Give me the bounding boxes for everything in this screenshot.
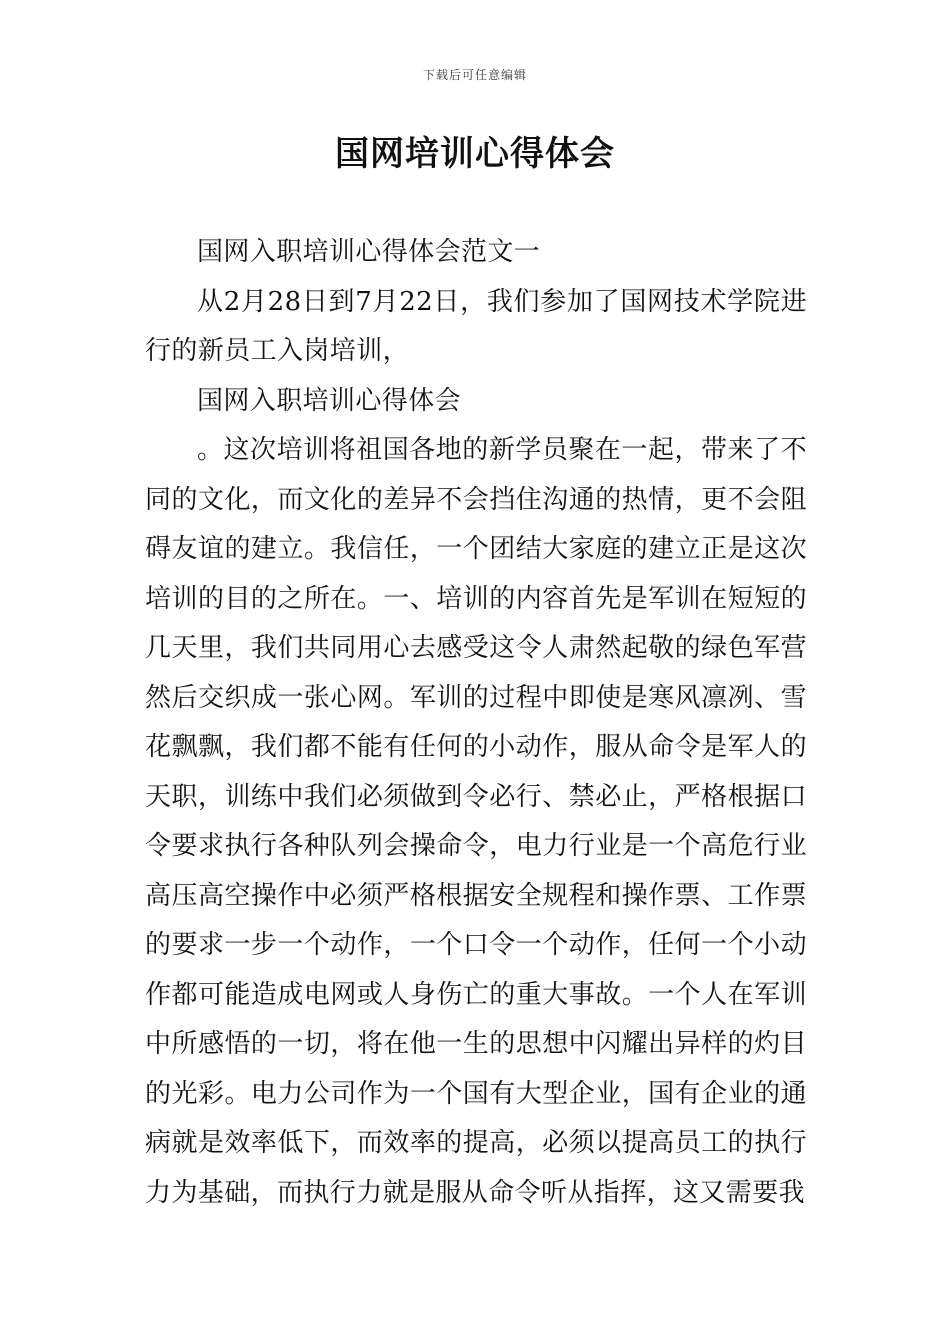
- paragraph-intro: 从2月28日到7月22日，我们参加了国网技术学院进行的新员工入岗培训，: [145, 286, 807, 366]
- header-note: 下载后可任意编辑: [422, 68, 527, 82]
- paragraph-subtitle: 国网入职培训心得体会范文一: [197, 237, 541, 267]
- paragraph-heading: 国网入职培训心得体会: [197, 385, 462, 416]
- document-title: 国网培训心得体会: [335, 134, 615, 174]
- document-body: [145, 228, 807, 1218]
- paragraph-main: 。这次培训将祖国各地的新学员聚在一起，带来了不同的文化，而文化的差异不会挡住沟通的热情，更不会阻碍友谊的建立。我信任，一个团结大家庭的建立正是这次培训的目的之所在。一、培训的内容首先是军训在短短的几天里，我们共同用心去感受这令人肃然起敬的绿色军营然后交织成一张心网。军训的过程中即使是寒风凛冽、雪花飘飘，我们都不能有任何的小动作，服从命令是军人的天职，训练中我们必须做到令必行、禁必止，严格根据口令要求执行各种队列会操命令，电力行业是一个高危行业高压高空操作中必须严格根据安全规程和操作票、工作票的要求一步一个动作，一个口令一个动作，任何一个小动作都可能造成电网或人身伤亡的重大事故。一个人在军训中所感悟的一切，将在他一生的思想中闪耀出异样的灼目的光彩。电力公司作为一个国有大型企业，国有企业的通病就是效率低下，而效率的提高，必须以提高员工的执行力为基础，而执行力就是服从命令听从指挥，这又需要我: [145, 435, 807, 1208]
